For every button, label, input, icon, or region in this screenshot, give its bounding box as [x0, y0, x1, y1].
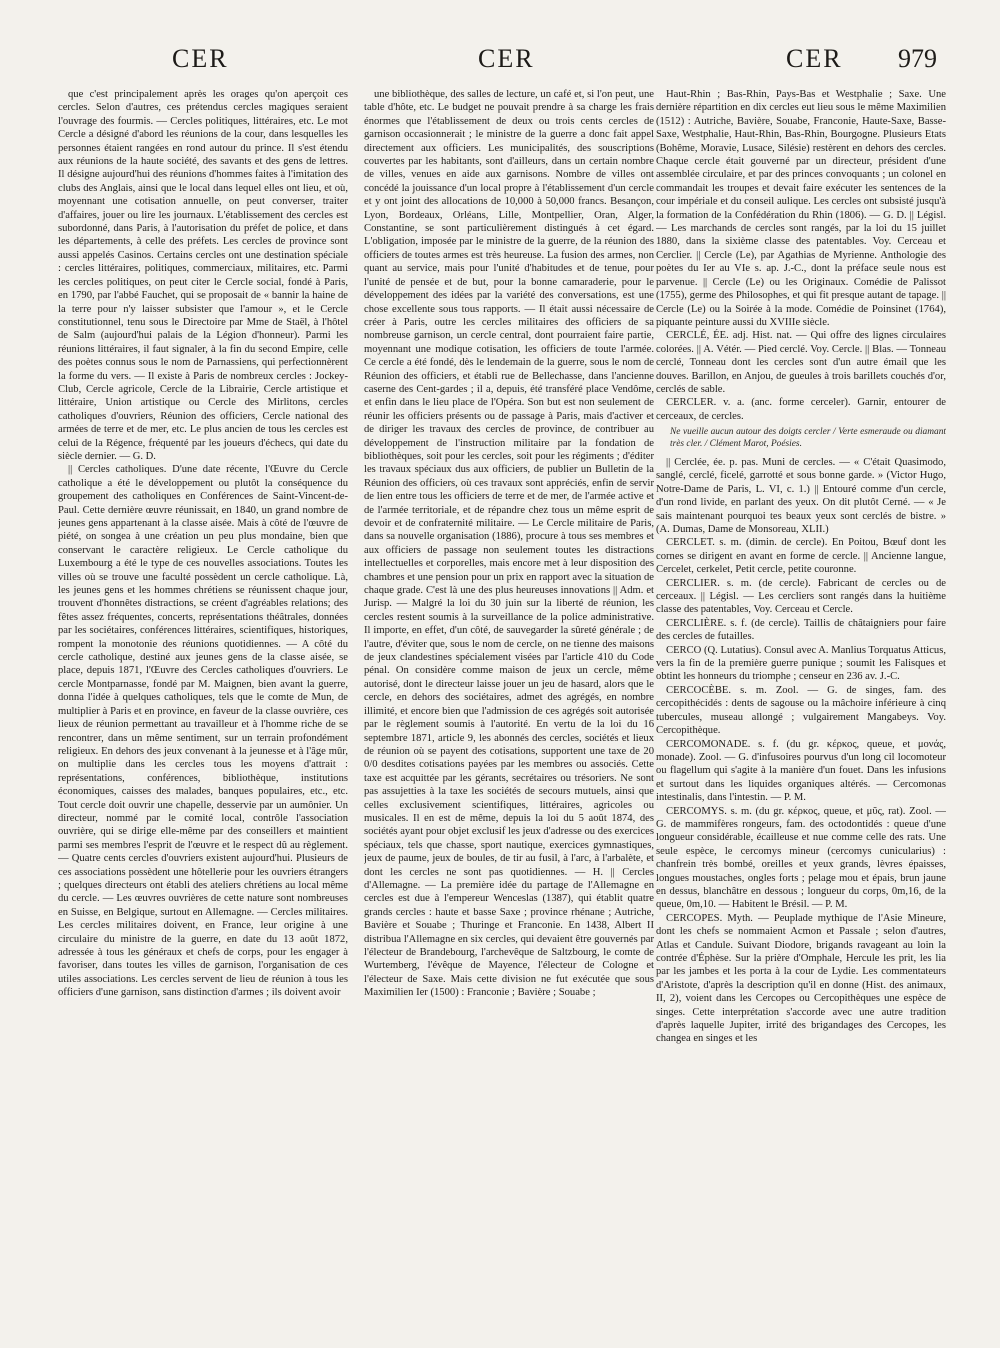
entry-cercomonade: CERCOMONADE. s. f. (du gr. κέρκος, queue, et μονάς, monade). Zool. — G. d'infusoires pourvus d'un long cil locomoteur ou flagellum qui s'agite à la manière d'un fouet. Dans les infusions et surtout dans les liquides organiques altérés. — Cercomonas intestinalis, dans l'intestin. — P. M. — [656, 738, 946, 804]
entry-cercocebe: CERCOCÈBE. s. m. Zool. — G. de singes, fam. des cercopithécidés : dents de sagouse ou la mâchoire inférieure à cinq tubercules, museau allongé ; vulgairement Mangabeys. Voy. Cercopithèque. — [656, 684, 946, 737]
entry-cerclier: CERCLIER. s. m. (de cercle). Fabricant de cercles ou de cerceaux. || Législ. — Les cercliers sont rangés dans la huitième classe des patentables, Voy. Cerceau et Cercle. — [656, 577, 946, 616]
text-column-2 — [364, 88, 654, 1328]
verse-quotation: Ne vueille aucun autour des doigts cercler / Verte esmeraude ou diamant très cler. / Clément Marot, Poésies. — [670, 427, 946, 449]
running-head-right: CER — [786, 44, 843, 73]
entry-cercomys: CERCOMYS. s. m. (du gr. κέρκος, queue, et μῦς, rat). Zool. — G. de mammifères rongeurs, fam. des octodontidés : queue d'une longueur considérable, écailleuse et nue comme celle des rats. Une seule espèce, le cercomys mineur (cercomys cunicularius) : chanfrein très bombé, oreilles et yeux grands, lèvres épaisses, longues moustaches, ongles forts ; pelage mou et épais, brun jaune en dessus, blanchâtre en dessous ; longueur du corps, 0m,16, de la queue, 0m,10. — Habitent le Brésil. — P. M. — [656, 805, 946, 911]
text-column-3 — [656, 88, 946, 1328]
entry-cercliere: CERCLIÈRE. s. f. (de cercle). Taillis de châtaigniers pour faire des cercles de futailles. — [656, 617, 946, 643]
entry-cercopes: CERCOPES. Myth. — Peuplade mythique de l'Asie Mineure, dont les chefs se nommaient Acmon et Passale ; selon d'autres, Atlas et Candule. Suivant Diodore, brigands ravageant au loin la contrée d'Éphèse. Sur la prière d'Omphale, Hercule les prit, les lia par les jambes et les porta à la cour de Lydie. Les commentateurs d'Aristote, d'après la description qu'il en donne (Hist. des animaux, II, 2), voient dans les Cercopes ou Cercopithèques une espèce de singes. Cette interprétation s'accorde avec une autre tradition d'après laquelle Jupiter, irrité des brigandages des Cercopes, les changea en singes et les — [656, 912, 946, 1045]
running-head-center: CER — [478, 44, 535, 73]
entry-cerclet: CERCLET. s. m. (dimin. de cercle). En Poitou, Bœuf dont les cornes se dirigent en avant en forme de cercle. || Ancienne langue, Cercelet, cerkelet, Petit cercle, petite couronne. — [656, 537, 946, 576]
text-column-1 — [58, 88, 348, 1328]
running-head-left: CER — [172, 44, 229, 73]
paragraph: || Cercles catholiques. D'une date récente, l'Œuvre du Cercle catholique a été le développement ou plutôt la conséquence du groupement des catholiques en Conférences de Saint-Vincent-de-Paul. Cette dernière œuvre réunissait, en 1840, un grand nombre de jeunes gens appartenant à la classe aisée. Mais à côté de l'œuvre de piété, on songea à une création un peu plus mondaine, bien que conservant le caractère religieux. Le Cercle catholique du Luxembourg a été le type de ces nouvelles associations. Toutes les villes où se trouve une faculté possèdent un cercle catholique. Là, les jeunes gens et les hommes chrétiens se réunissent chaque jour, trouvent d'honnêtes distractions, se créent d'agréables relations; des fêtes assez fréquentes, concerts, représentations théâtrales, données par les sociétaires, conférences littéraires, scientifiques, historiques, rompent la monotonie des réunions quotidiennes. — A côté du cercle catholique, destiné aux jeunes gens de la classe aisée, se place, depuis 1871, l'Œuvre des Cercles catholiques d'ouvriers. Le cercle Montparnasse, fondé par M. Maignen, bien avant la guerre, donna l'idée à quelques catholiques, tels que le comte de Mun, de multiplier à Paris et en province, en faveur de la classe ouvrière, ces lieux de réunion permettant au travailleur et à l'homme riche de se rencontrer, dans un même sentiment, sur un terrain profondément religieux. En dehors des jeux convenant à la jeunesse et à l'âge mûr, on multiplie dans les cercles tous les moyens d'attrait : représentations, conférences, bibliothèque, institutions économiques, caisses des malades, banques populaires, etc., etc. Tout cercle doit ouvrir une chapelle, desservie par un aumônier. Un directeur, nommé par le comité local, contrôle l'association ouvrière, qui se dirige elle-même par des conseillers et maintient parmi ses membres l'esprit de l'œuvre et le respect dû au règlement. — Quatre cents cercles d'ouvriers existent aujourd'hui. Plusieurs de ces associations possèdent une hôtellerie pour les ouvriers étrangers ; quelques directeurs ont établi des ateliers chrétiens au local même du cercle. — Les œuvres ouvrières de cette nature sont nombreuses en Suisse, en Belgique, surtout en Allemagne. — Cercles militaires. Les cercles militaires doivent, en France, leur origine à une circulaire du ministre de la guerre, en date du 13 août 1872, adressée à tous les généraux et chefs de corps, pour les engager à favoriser, dans toutes les villes de garnison, l'organisation de ces utiles associations. Les cercles servent de lieu de réunion à tous les officiers d'une garnison, sans distinction d'armes ; ils doivent avoir — [58, 464, 348, 999]
paragraph: Haut-Rhin ; Bas-Rhin, Pays-Bas et Westphalie ; Saxe. Une dernière répartition en dix cercles eut lieu sous le même Maximilien (1512) : Autriche, Bavière, Souabe, Franconie, Haute-Saxe, Basse-Saxe, Westphalie, Haut-Rhin, Bas-Rhin, Bourgogne. Plusieurs Etats (Bohême, Moravie, Lusace, Silésie) restèrent en dehors des cercles. Chaque cercle était gouverné par un directeur, président d'une assemblée circulaire, et par des princes convoquants ; un colonel en commandait les troupes et devait faire exécuter les sentences de la cour impériale et du conseil aulique. Les cercles ont subsisté jusqu'à la formation de la Confédération du Rhin (1806). — G. D. || Législ. — Les marchands de cercles sont rangés, par la loi du 15 juillet 1880, dans la sixième classe des patentables. Voy. Cerceau et Cerclier. || Cercle (Le), par Agathias de Myrienne. Anthologie des poètes du Ier au VIe s. ap. J.-C., dont la préface seule nous est parvenue. || Cercle (Le) ou les Originaux. Comédie de Palissot (1755), germe des Philosophes, et qui fit presque autant de tapage. || Cercle (Le) ou la Soirée à la mode. Comédie de Poinsinet (1764), piquante peinture aussi du XVIIIe siècle. — [656, 89, 946, 328]
entry-cercler: CERCLER. v. a. (anc. forme cerceler). Garnir, entourer de cerceaux, de cercles. — [656, 397, 946, 422]
paragraph: que c'est principalement après les orages qu'on aperçoit ces cercles. Selon d'autres, ces prétendus cercles magiques seraient l'ouvrage des fourmis. — Cercles politiques, littéraires, etc. Le mot Cercle a désigné d'abord les réunions de la cour, dans lesquelles les personnes étaient rangées en rond autour du prince. Il s'est étendu aux réunions de la haute société, des savants et des gens de lettres. Il désigne aujourd'hui des réunions d'hommes faites à l'imitation des clubs des Anglais, ainsi que le local dans lequel elles ont lieu, et où, moyennant une cotisation annuelle, on peut converser, traiter d'affaires, jouer ou lire les journaux. L'établissement des cercles est subordonné, dans Paris, à l'autorisation du préfet de police, et dans les départements, à celle des préfets. Les cercles de province sont aussi appelés Casinos. Certains cercles ont une destination spéciale : cercles littéraires, politiques, commerciaux, militaires, etc. Parmi les cercles politiques, on peut citer le Cercle social, fondé à Paris, en 1790, par l'abbé Fauchet, qui se proposait de « bannir la haine de la terre pour n'y laisser subsister que l'amour », et le Cercle constitutionnel, tenu sous le Directoire par Mme de Staël, à l'hôtel de Salm (aujourd'hui palais de la Légion d'honneur). Parmi les réunions littéraires, il faut signaler, à la fin du second Empire, celle des poètes connus sous le nom de Parnassiens, qui perfectionnèrent la forme du vers. — Il existe à Paris de nombreux cercles : Jockey-Club, Cercle agricole, Cercle de la Librairie, Cercle artistique et littéraire, Union artistique ou Cercle des Mirlitons, cercles catholiques d'ouvriers, Réunion des officiers, Cercle national des armées de terre et de mer, etc. Le plus ancien de tous les cercles est celui de la Régence, fréquenté par les joueurs d'échecs, qui date du siècle dernier. — G. D. — [58, 89, 348, 462]
entry-cerclee: || Cerclée, ée. p. pas. Muni de cercles. — « C'était Quasimodo, sanglé, cerclé, ficelé, garrotté et sous bonne garde. » (Victor Hugo, Notre-Dame de Paris, L. VI, c. 1.) || Entouré comme d'un cercle, d'un rond livide, en parlant des yeux. On dit plutôt Cerné. — « Je sais maintenant pourquoi tes beaux yeux sont cerclés de bistre. » (A. Dumas, Dame de Monsoreau, XLII.) — [656, 456, 946, 535]
paragraph: une bibliothèque, des salles de lecture, un café et, si l'on peut, une table d'hôte, etc. Le budget ne pouvait prendre à sa charge les frais énormes que l'établissement de deux ou trois cents cercles de garnison occasionnerait ; le ministre de la guerre a donc fait appel directement aux officiers. Les municipalités, des souscriptions couvertes par les habitants, sont d'ailleurs, dans un certain nombre de villes, venues en aide aux garnisons. Nombre de villes ont concédé la jouissance d'un local propre à l'établissement d'un cercle et y ont joint des allocations de 10,000 à 50,000 francs. Besançon, Lyon, Bordeaux, Orléans, Lille, Montpellier, Oran, Alger, Constantine, se sont particulièrement distingués à cet égard. L'obligation, imposée par le ministre de la guerre, de la réunion des officiers de toutes armes est très heureuse. La fusion des armes, non quant au service, mais pour l'unité d'habitudes et de tenue, pour l'unité de pensée et de but, pour la bonne camaraderie, pour le développement des idées par la variété des conversations, est une chose excellente sous tous rapports. — Il était aussi nécessaire de créer à Paris, outre les cercles militaires des officiers de sa nombreuse garnison, un cercle central, dont pourraient faire partie, moyennant une modique cotisation, les officiers de toute l'armée. Ce cercle a été fondé, dès le lendemain de la guerre, sous le nom de Réunion des officiers, et établi rue de Bellechasse, dans l'ancienne caserne des Cent-gardes ; il a, depuis, été transféré place Vendôme, et enfin dans le lieu place de l'Opéra. Son but est non seulement de réunir les officiers présents ou de passage à Paris, mais d'activer et de diriger les travaux des cercles de province, de contribuer au développement de l'instruction militaire par la fondation de bibliothèques, soit pour les cercles, soit pour les régiments ; d'éditer les travaux spéciaux dus aux officiers, de publier un Bulletin de la Réunion des officiers, où ces travaux sont appréciés, enfin de servir de lien entre tous les officiers de terre et de mer, de l'armée active et de l'armée territoriale, et de répandre chez tous un même esprit de devoir et de confraternité militaire. — Le Cercle militaire de Paris, dans sa nouvelle organisation (1886), procure à tous ses membres et aux officiers de passage non seulement toutes les distractions intellectuelles et corporelles, mais encore met à leur disposition des chambres et une pension pour un prix en rapport avec la situation de chaque grade. C'est là une des plus heureuses innovations || Adm. et Jurisp. — Malgré la loi du 30 juin sur la liberté de réunion, les cercles restent soumis à la surveillance de la police administrative. Il importe, en effet, d'un côté, de sauvegarder la sûreté générale ; de l'autre, d'éviter que, sous le nom de cercle, on ne tienne des maisons de jeux clandestines spécialement visées par l'article 410 du Code pénal. On considère comme maison de jeux un cercle, même autorisé, dont le directeur laisse jouer un jeu de hasard, alors que le cercle, en dehors des sociétaires, admet des agrégés, en nombre illimité, et encore bien que l'admission de ces agrégés soit autorisée par le règlement soumis à l'autorité. En vertu de la loi du 16 septembre 1871, article 9, les abonnés des cercles, sociétés et lieux de réunion où se payent des cotisations, supportent une taxe de 20 0/0 desdites cotisations payées par les membres ou associés. Cette taxe est acquittée par les gérants, secrétaires ou trésoriers. Ne sont pas assujetties à la taxe les sociétés de secours mutuels, ainsi que celles exclusivement scientifiques, littéraires, agricoles ou musicales. Il en est de même, depuis la loi du 5 août 1874, des sociétés ayant pour objet exclusif les jeux d'adresse ou des exercices spéciaux, tels que chasse, sport nautique, exercices gymnastiques, jeux de paume, jeux de boules, de tir au fusil, à l'arc, à l'arbalète, et dont les cercles ne sont pas quotidiennes. — H. || Cercles d'Allemagne. — La première idée du partage de l'Allemagne en cercles est due à l'empereur Wenceslas (1387), qui établit quatre grands cercles : haute et basse Saxe ; province rhénane ; Autriche, Bavière et Souabe ; Thuringe et Franconie. En 1438, Albert II distribua l'Allemagne en six cercles, qui devaient être gouvernés par l'électeur de Brandebourg, l'archevêque de Saltzbourg, le comte de Wurtemberg, l'évêque de Mayence, l'électeur de Cologne et l'électeur de Saxe. Mais cette division ne fut exécutée que sous Maximilien Ier (1500) : Franconie ; Bavière ; Souabe ; — [364, 89, 654, 999]
entry-cercle-adj: CERCLÉ, ÉE. adj. Hist. nat. — Qui offre des lignes circulaires colorées. || A. Vétér. — Pied cerclé. Voy. Cercle. || Blas. — Tonneau cerclé, Tonneau dont les cercles sont d'un autre émail que les douves. Barillon, en Anjou, de gueules à trois barillets couchés d'or, cerclés de sable. — [656, 330, 946, 395]
page-number: 979 — [898, 44, 937, 73]
entry-cerco: CERCO (Q. Lutatius). Consul avec A. Manlius Torquatus Atticus, vers la fin de la première guerre punique ; soumit les Falisques et obtint les honneurs du triomphe ; censeur en 236 av. J.-C. — [656, 644, 946, 683]
